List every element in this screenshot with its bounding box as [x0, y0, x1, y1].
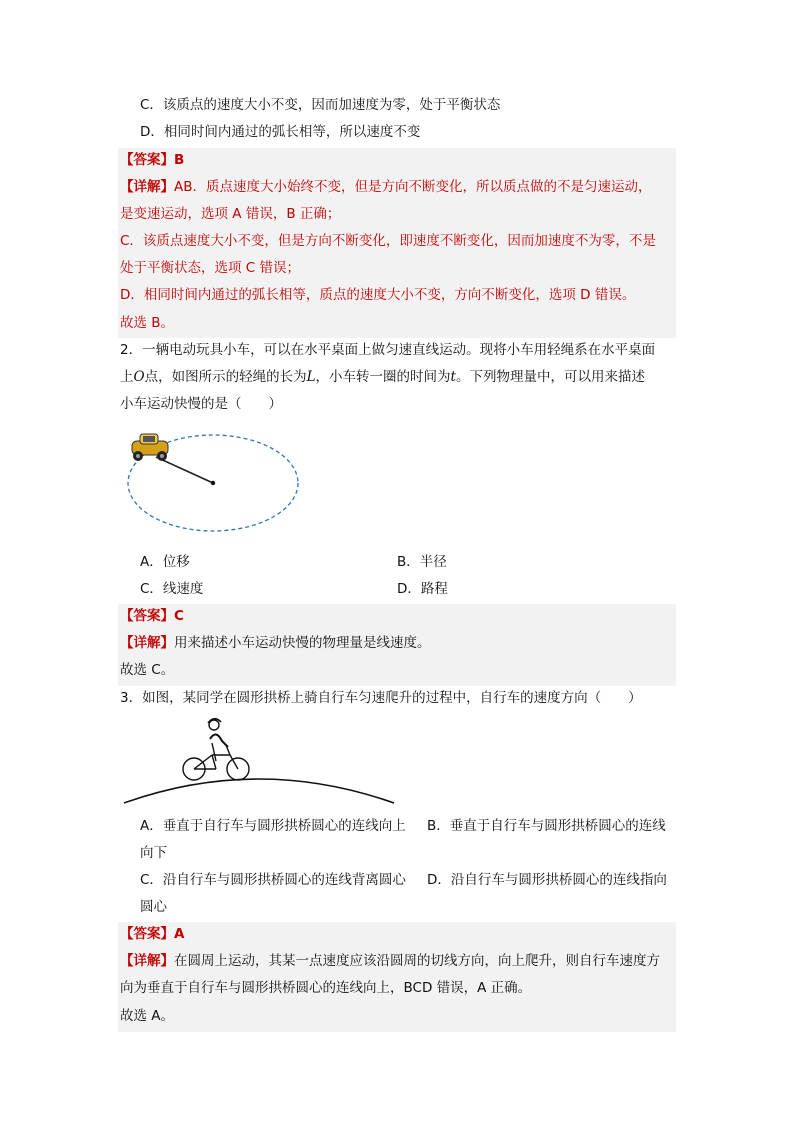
- length-l-symbol: L: [306, 369, 316, 385]
- answer-tag: 【答案】: [120, 926, 174, 942]
- stem-text: ，小车转一圈的时间为: [315, 369, 451, 385]
- q2-circular-motion-figure: [120, 425, 310, 535]
- detail-text: 在圆周上运动，其某一点速度应该沿圆周的切线方向，向上爬升，则自行车速度方: [174, 953, 660, 969]
- rope-line: [156, 457, 213, 483]
- q2-answer: [120, 606, 184, 626]
- stem-text: 点，如图所示的轻绳的长为: [144, 369, 307, 385]
- q2-option-d: D．路程: [397, 581, 448, 597]
- q3-option-b-line-1: B．垂直于自行车与圆形拱桥圆心的连线: [427, 818, 666, 834]
- q1-option-d: D．相同时间内通过的弧长相等，所以速度不变: [140, 124, 421, 140]
- q2-stem-line-1: 2．一辆电动玩具小车，可以在水平桌面上做匀速直线运动。现将小车用轻绳系在水平桌面: [120, 342, 656, 358]
- q3-conclusion: 故选 A。: [120, 1008, 175, 1024]
- detail-tag: 【详解】: [120, 953, 174, 969]
- q2-stem-line-3: 小车运动快慢的是（ ）: [120, 396, 282, 412]
- q3-answer-box: [118, 922, 676, 1032]
- q1-detail-line-3: C．该质点速度大小不变，但是方向不断变化，即速度不断变化，因而加速度不为零，不是: [120, 233, 656, 249]
- toy-car-icon: [132, 434, 168, 461]
- q3-option-a: A．垂直于自行车与圆形拱桥圆心的连线向上: [140, 818, 406, 834]
- detail-text: AB．质点速度大小始终不变，但是方向不断变化，所以质点做的不是匀速运动，: [174, 179, 652, 195]
- arched-bridge-curve: [124, 779, 394, 803]
- q3-option-b-line-2: 向下: [140, 845, 167, 861]
- stem-text: 。下列物理量中，可以用来描述: [455, 369, 645, 385]
- q2-option-b: B．半径: [397, 554, 447, 570]
- answer-value: C: [174, 608, 184, 624]
- q2-option-a: A．位移: [140, 554, 190, 570]
- detail-tag: 【详解】: [120, 179, 174, 195]
- q2-option-c: C．线速度: [140, 581, 204, 597]
- answer-tag: 【答案】: [120, 152, 174, 168]
- q1-conclusion: 故选 B。: [120, 315, 175, 331]
- q3-option-d-line-2: 圆心: [140, 899, 167, 915]
- q3-option-d-line-1: D．沿自行车与圆形拱桥圆心的连线指向: [427, 872, 667, 888]
- answer-tag: 【答案】: [120, 608, 174, 624]
- stem-text: 上: [120, 369, 134, 385]
- q1-detail-line-5: D．相同时间内通过的弧长相等，质点的速度大小不变，方向不断变化，选项 D 错误。: [120, 287, 636, 303]
- q1-option-c: C．该质点的速度大小不变，因而加速度为零，处于平衡状态: [140, 97, 501, 113]
- q3-detail-line-2: 向为垂直于自行车与圆形拱桥圆心的连线向上，BCD 错误，A 正确。: [120, 980, 532, 996]
- time-t-symbol: t: [450, 369, 456, 385]
- q3-cyclist-bridge-figure: [120, 715, 400, 810]
- answer-value: B: [174, 152, 185, 168]
- q3-stem-line-1: 3．如图，某同学在圆形拱桥上骑自行车匀速爬升的过程中，自行车的速度方向（ ）: [120, 690, 642, 706]
- detail-tag: 【详解】: [120, 635, 174, 651]
- point-o-symbol: O: [133, 369, 145, 385]
- detail-text: 用来描述小车运动快慢的物理量是线速度。: [174, 635, 431, 651]
- q3-answer: [120, 924, 184, 944]
- q3-detail-line-1: [120, 951, 660, 971]
- q1-answer: [120, 150, 184, 170]
- q1-detail-line-1: [120, 177, 652, 197]
- q3-option-c: C．沿自行车与圆形拱桥圆心的连线背离圆心: [140, 872, 406, 888]
- q2-detail: [120, 633, 431, 653]
- center-point-o: [211, 481, 215, 485]
- q1-detail-line-4: 处于平衡状态，选项 C 错误；: [120, 260, 301, 276]
- q2-conclusion: 故选 C。: [120, 662, 175, 678]
- q2-stem-line-2: [120, 367, 645, 387]
- cyclist-icon: [183, 719, 249, 780]
- answer-value: A: [174, 926, 185, 942]
- q1-detail-line-2: 是变速运动，选项 A 错误，B 正确；: [120, 206, 341, 222]
